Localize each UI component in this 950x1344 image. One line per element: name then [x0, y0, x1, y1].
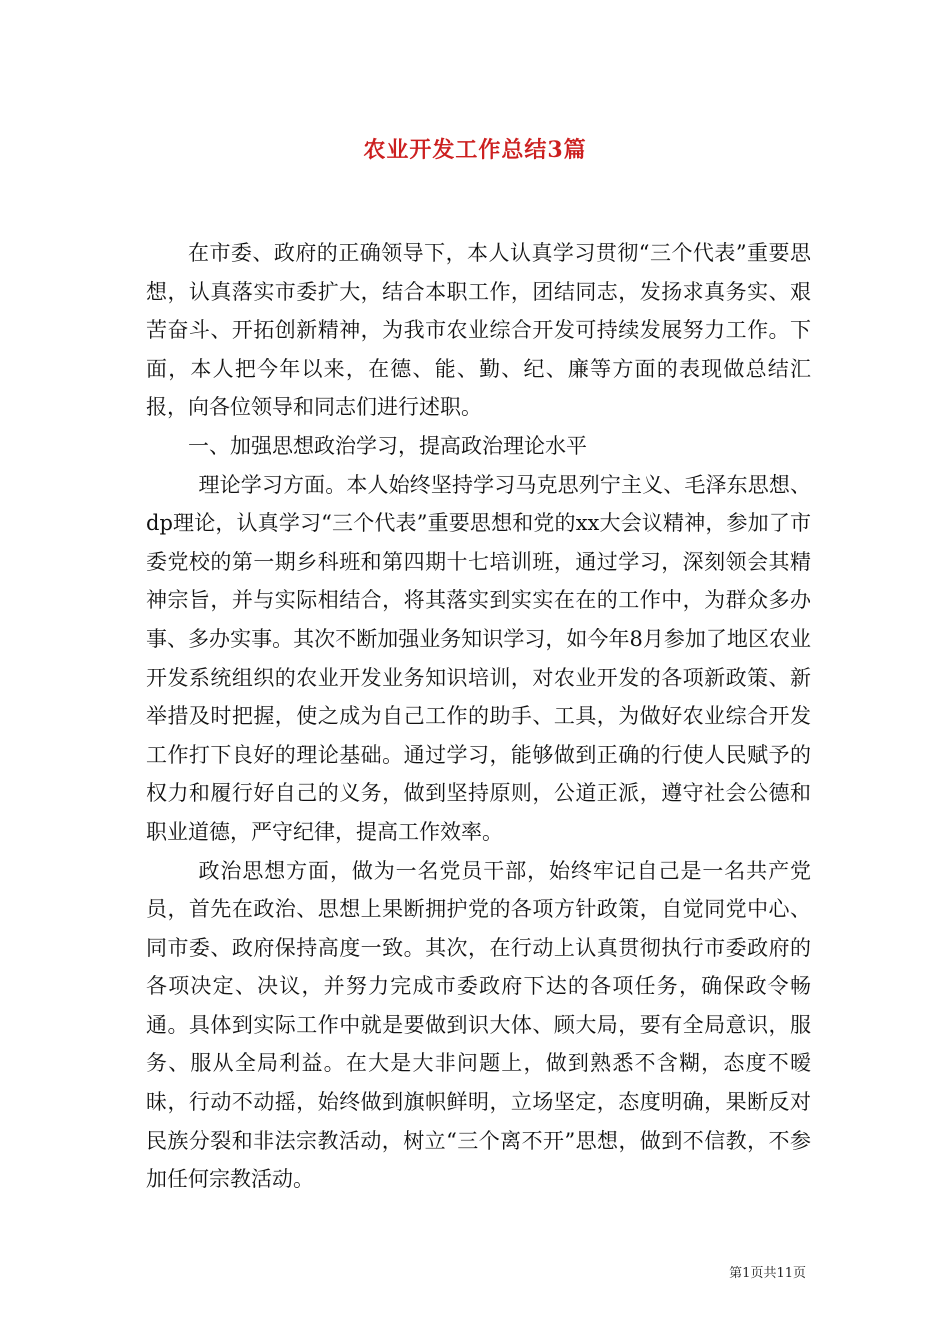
paragraph-theory-study: 理论学习方面。本人始终坚持学习马克思列宁主义、毛泽东思想、dp理论，认真学习“三个代表”重要思想和党的xx大会议精神，参加了市委党校的第一期乡科班和第四期十七培训班，通过学习，深刻领会其精神宗旨，并与实际相结合，将其落实到实实在在的工作中，为群众多办事、多办实事。其次不断加强业务知识学习，如今年8月参加了地区农业开发系统组织的农业开发业务知识培训，对农业开发的各项新政策、新举措及时把握，使之成为自己工作的助手、工具，为做好农业综合开发工作打下良好的理论基础。通过学习，能够做到正确的行使人民赋予的权力和履行好自己的义务，做到坚持原则，公道正派，遵守社会公德和职业道德，严守纪律，提高工作效率。 — [146, 472, 811, 844]
page-number: 第1页共11页 — [729, 1266, 806, 1281]
section-heading-1: 一、加强思想政治学习，提高政治理论水平 — [188, 433, 587, 458]
paragraph-intro: 在市委、政府的正确领导下，本人认真学习贯彻“三个代表”重要思想，认真落实市委扩大，结合本职工作，团结同志，发扬求真务实、艰苦奋斗、开拓创新精神，为我市农业综合开发可持续发展努力工作。下面，本人把今年以来，在德、能、勤、纪、廉等方面的表现做总结汇报，向各位领导和同志们进行述职。 — [146, 241, 811, 420]
document-title: 农业开发工作总结3篇 — [363, 137, 587, 163]
document-body — [146, 234, 811, 1199]
paragraph-political-thought: 政治思想方面，做为一名党员干部，始终牢记自己是一名共产党员，首先在政治、思想上果断拥护党的各项方针政策，自觉同党中心、同市委、政府保持高度一致。其次，在行动上认真贯彻执行市委政府的各项决定、决议，并努力完成市委政府下达的各项任务，确保政令畅通。具体到实际工作中就是要做到识大体、顾大局，要有全局意识，服务、服从全局利益。在大是大非问题上，做到熟悉不含糊，态度不暧昧，行动不动摇，始终做到旗帜鲜明，立场坚定，态度明确，果断反对民族分裂和非法宗教活动，树立“三个离不开”思想，做到不信教，不参加任何宗教活动。 — [146, 858, 811, 1192]
